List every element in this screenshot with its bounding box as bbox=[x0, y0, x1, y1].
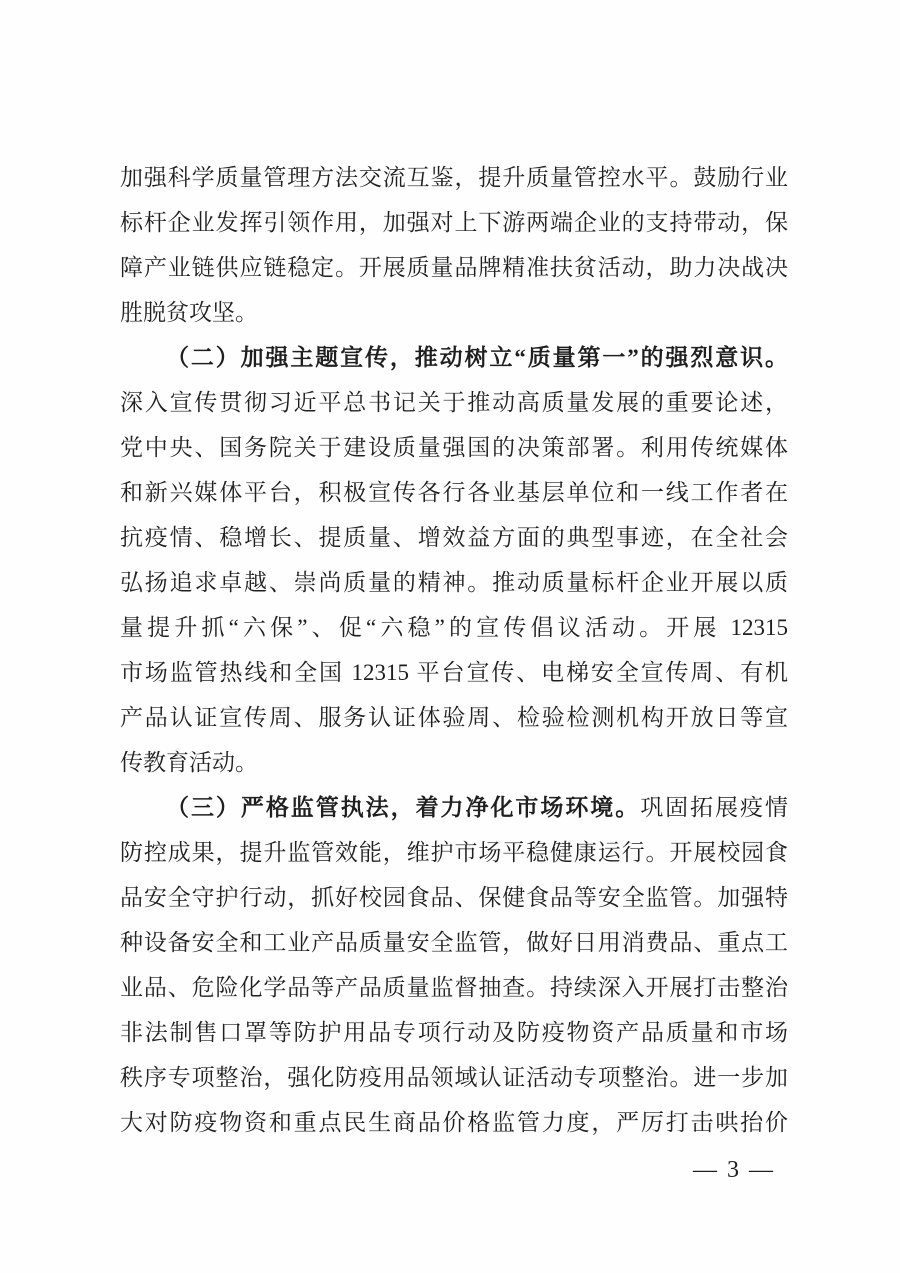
text-line bbox=[120, 155, 788, 200]
heading-text-segment: （三）严格监管执法，着力净化市场环境。 bbox=[166, 795, 641, 820]
body-text-segment: 标杆企业发挥引领作用，加强对上下游两端企业的支持带动，保 bbox=[120, 210, 788, 235]
body-text-segment: 弘扬追求卓越、崇尚质量的精神。推动质量标杆企业开展以质 bbox=[120, 570, 788, 595]
text-line bbox=[120, 830, 788, 875]
body-text-segment: 加强科学质量管理方法交流互鉴，提升质量管控水平。鼓励行业 bbox=[120, 165, 788, 190]
text-line bbox=[120, 650, 788, 695]
body-text-segment: 市场监管热线和全国 12315 平台宣传、电梯安全宣传周、有机 bbox=[120, 660, 788, 685]
text-line bbox=[120, 470, 788, 515]
text-line bbox=[120, 920, 788, 965]
text-line bbox=[120, 560, 788, 605]
body-text-segment: 胜脱贫攻坚。 bbox=[120, 300, 258, 325]
paragraph bbox=[120, 335, 788, 785]
paragraph bbox=[120, 785, 788, 1145]
body-text-segment: 巩固拓展疫情 bbox=[640, 795, 788, 820]
body-text-segment: 抗疫情、稳增长、提质量、增效益方面的典型事迹，在全社会 bbox=[120, 525, 788, 550]
body-text-segment: 党中央、国务院关于建设质量强国的决策部署。利用传统媒体 bbox=[120, 435, 788, 460]
document-body bbox=[120, 155, 788, 1145]
text-line bbox=[120, 965, 788, 1010]
body-text-segment: 秩序专项整治，强化防疫用品领域认证活动专项整治。进一步加 bbox=[120, 1065, 788, 1090]
text-line bbox=[120, 740, 788, 785]
text-line bbox=[120, 695, 788, 740]
body-text-segment: 量提升抓“六保”、促“六稳”的宣传倡议活动。开展 12315 bbox=[120, 615, 788, 640]
text-line bbox=[120, 290, 788, 335]
body-text-segment: 大对防疫物资和重点民生商品价格监管力度，严厉打击哄抬价 bbox=[120, 1110, 788, 1135]
text-line bbox=[120, 1100, 788, 1145]
body-text-segment: 传教育活动。 bbox=[120, 750, 258, 775]
text-line bbox=[120, 785, 788, 830]
body-text-segment: 障产业链供应链稳定。开展质量品牌精准扶贫活动，助力决战决 bbox=[120, 255, 788, 280]
body-text-segment: 品安全守护行动，抓好校园食品、保健食品等安全监管。加强特 bbox=[120, 885, 788, 910]
body-text-segment: 业品、危险化学品等产品质量监督抽查。持续深入开展打击整治 bbox=[120, 975, 788, 1000]
body-text-segment: 和新兴媒体平台，积极宣传各行各业基层单位和一线工作者在 bbox=[120, 480, 788, 505]
text-line bbox=[120, 875, 788, 920]
text-line bbox=[120, 1010, 788, 1055]
body-text-segment: 防控成果，提升监管效能，维护市场平稳健康运行。开展校园食 bbox=[120, 840, 788, 865]
body-text-segment: 产品认证宣传周、服务认证体验周、检验检测机构开放日等宣 bbox=[120, 705, 788, 730]
text-line bbox=[120, 425, 788, 470]
text-line bbox=[120, 1055, 788, 1100]
body-text-segment: 种设备安全和工业产品质量安全监管，做好日用消费品、重点工 bbox=[120, 930, 788, 955]
text-line bbox=[120, 200, 788, 245]
body-text-segment: 深入宣传贯彻习近平总书记关于推动高质量发展的重要论述， bbox=[120, 390, 788, 415]
paragraph bbox=[120, 155, 788, 335]
text-line bbox=[120, 380, 788, 425]
text-line bbox=[120, 335, 788, 380]
text-line bbox=[120, 605, 788, 650]
text-line bbox=[120, 245, 788, 290]
page-number: — 3 — bbox=[693, 1157, 775, 1183]
body-text-segment: 非法制售口罩等防护用品专项行动及防疫物资产品质量和市场 bbox=[120, 1020, 788, 1045]
text-line bbox=[120, 515, 788, 560]
heading-text-segment: （二）加强主题宣传，推动树立“质量第一”的强烈意识。 bbox=[166, 345, 788, 370]
